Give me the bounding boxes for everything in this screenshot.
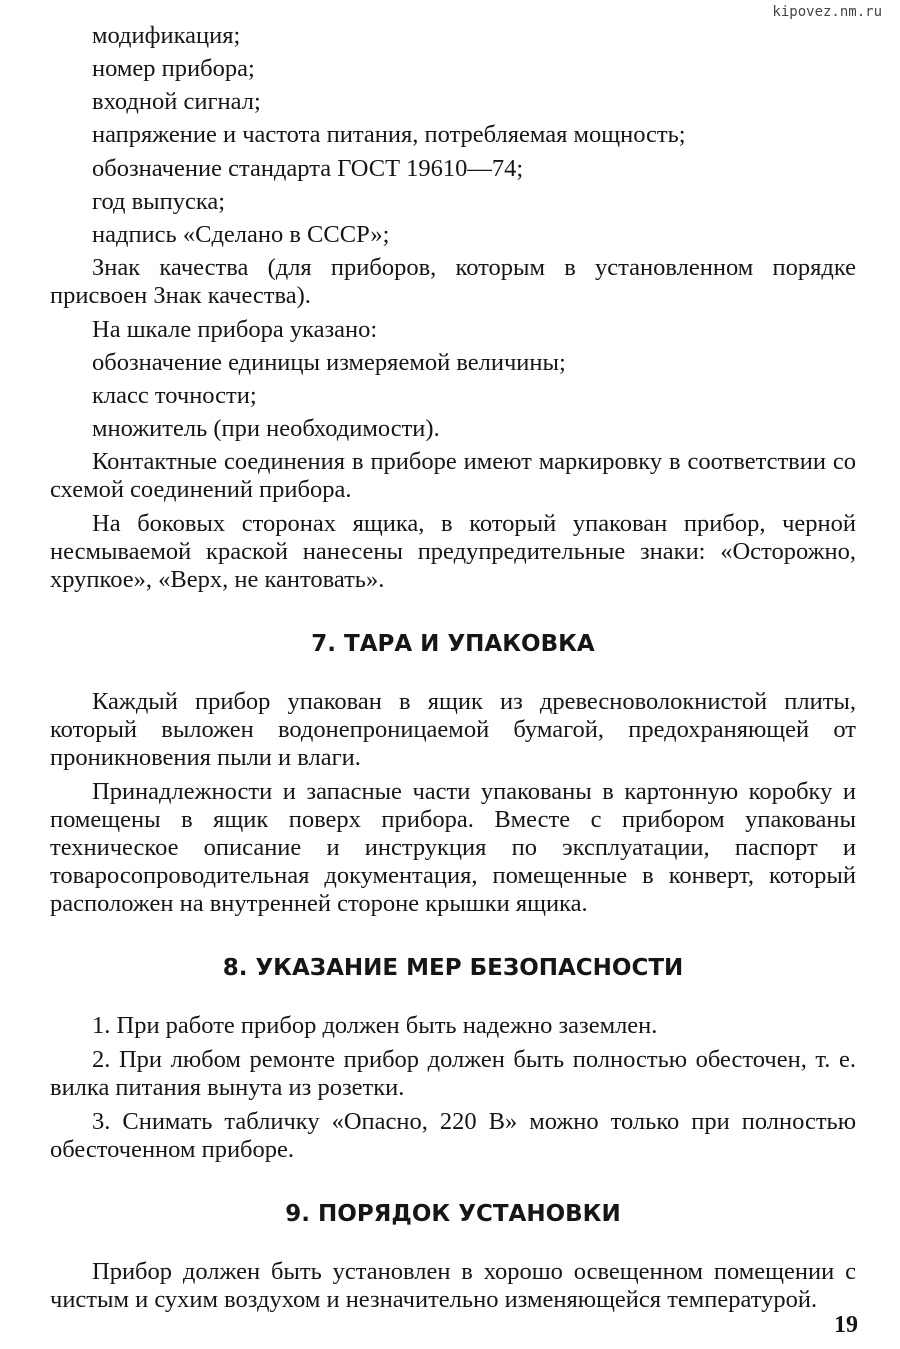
marking-item: надпись «Сделано в СССР»; — [92, 221, 390, 248]
section-8-paragraph: 1. При работе прибор должен быть надежно заземлен. — [92, 1012, 658, 1039]
contacts-paragraph: Контактные соединения в приборе имеют маркировку в соответствии со схемой соединений прибора. — [50, 448, 856, 503]
section-9-paragraph: Прибор должен быть установлен в хорошо освещенном помещении с чистым и сухим воздухом и незначительно изменяющейся температурой. — [50, 1258, 856, 1313]
scale-item: обозначение единицы измеряемой величины; — [92, 349, 566, 376]
scale-item: множитель (при необходимости). — [92, 415, 440, 442]
section-7-paragraph: Принадлежности и запасные части упакованы в картонную коробку и помещены в ящик поверх прибора. Вместе с прибором упакованы техническое описание и инструкция по эксплуатации, паспорт и товаросопроводительная документация, помещенные в конверт, который расположен на внутренней стороне крышки ящика. — [50, 778, 856, 917]
section-8-paragraph: 3. Снимать табличку «Опасно, 220 В» можно только при полностью обесточенном приборе. — [50, 1108, 856, 1163]
section-9-heading: 9. ПОРЯДОК УСТАНОВКИ — [285, 1201, 621, 1227]
section-8-heading: 8. УКАЗАНИЕ МЕР БЕЗОПАСНОСТИ — [222, 955, 684, 981]
marking-item: модификация; — [92, 22, 241, 49]
marking-item: входной сигнал; — [92, 88, 261, 115]
page-number: 19 — [834, 1312, 858, 1338]
document-page — [50, 22, 856, 1320]
watermark: kipovez.nm.ru — [772, 4, 882, 20]
section-8-paragraph: 2. При любом ремонте прибор должен быть полностью обесточен, т. е. вилка питания вынута из розетки. — [50, 1046, 856, 1101]
marking-item: год выпуска; — [92, 188, 226, 215]
quality-mark-paragraph: Знак качества (для приборов, которым в установленном порядке присвоен Знак качества). — [50, 254, 856, 309]
power-paragraph: напряжение и частота питания, потребляемая мощность; — [92, 121, 686, 148]
scale-item: класс точности; — [92, 382, 257, 409]
marking-item: номер прибора; — [92, 55, 255, 82]
section-7-heading: 7. ТАРА И УПАКОВКА — [311, 631, 595, 657]
section-7-paragraph: Каждый прибор упакован в ящик из древесноволокнистой плиты, который выложен водонепроницаемой бумагой, предохраняющей от проникновения пыли и влаги. — [50, 688, 856, 771]
box-sides-paragraph: На боковых сторонах ящика, в который упакован прибор, черной несмываемой краской нанесены предупредительные знаки: «Осторожно, хрупкое», «Верх, не кантовать». — [50, 510, 856, 593]
scale-intro: На шкале прибора указано: — [92, 316, 378, 343]
marking-item: обозначение стандарта ГОСТ 19610—74; — [92, 155, 524, 182]
